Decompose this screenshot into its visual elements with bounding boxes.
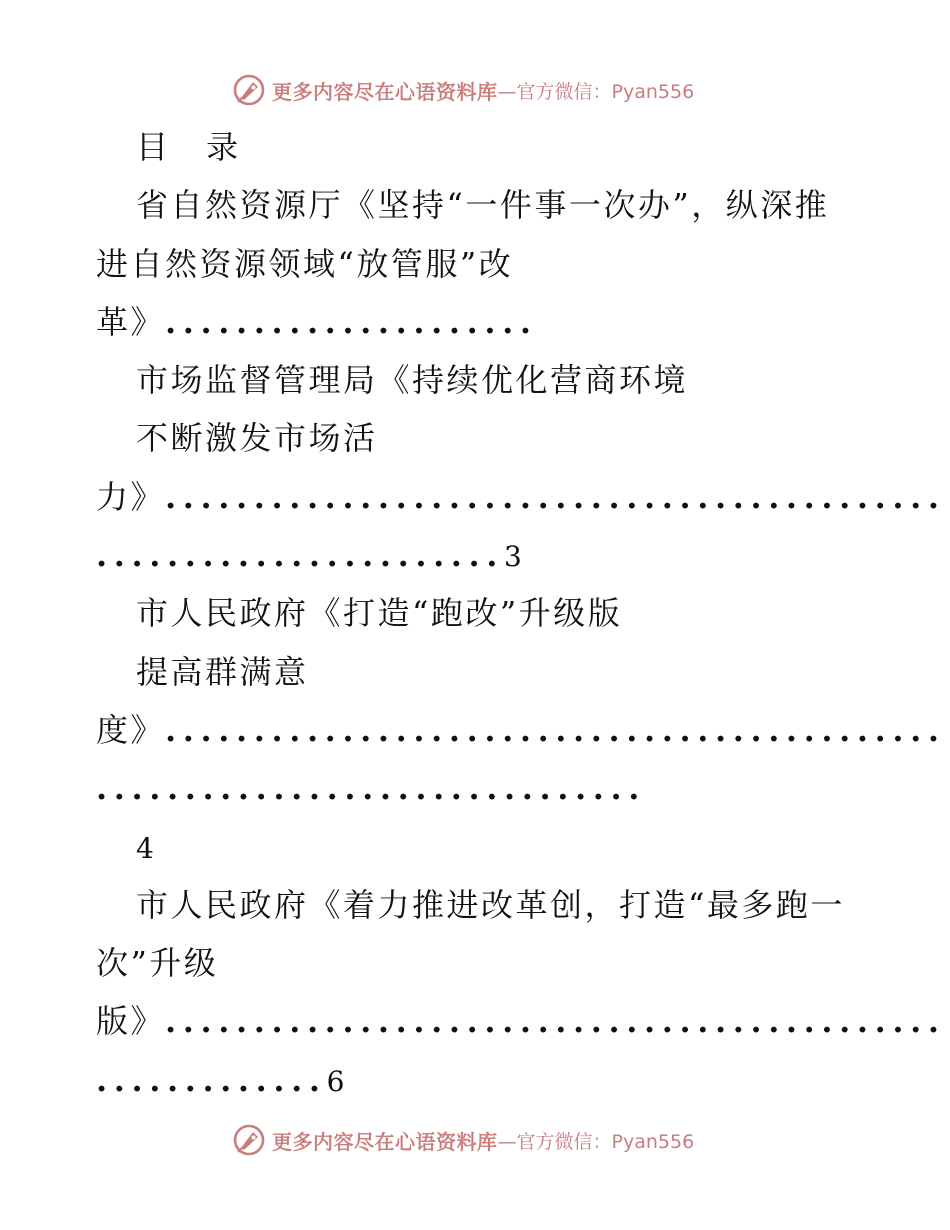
footer-watermark-banner: [232, 1122, 752, 1158]
toc-entry-2-title-line-3: 力》: [96, 477, 166, 516]
toc-entry-4-title-line-1: 市人民政府《着力推进改革创，打造“最多跑一: [136, 885, 845, 924]
watermark-brand-text: 更多内容尽在心语资料库: [272, 1129, 498, 1154]
toc-entry-2-leader-line: [96, 526, 856, 584]
watermark-contact-text: —官方微信：Pyan556: [497, 80, 695, 103]
toc-entry-1-title-line-2: 进自然资源领域“放管服”改: [96, 244, 514, 283]
toc-entry-4-leader-2: .............: [96, 1060, 327, 1099]
toc-entry-1-title-line-3: 革》: [96, 302, 166, 341]
toc-entry-1-title-line-1: 省自然资源厅《坚持“一件事一次办”，纵深推: [136, 186, 830, 225]
toc-entry-4-leader-1: ............................................: [165, 1002, 946, 1041]
toc-entry-3-title-line-3: 度》: [96, 710, 166, 749]
toc-entry-3-title-end: [96, 701, 946, 759]
toc-entry-4-page-number: 6: [326, 1064, 345, 1098]
toc-entry-4-title-end: [96, 992, 946, 1050]
toc-entry-1-title-end: [96, 293, 856, 351]
toc-entry-3-page-number: 4: [136, 831, 154, 865]
toc-entry-4-leader-line: [96, 1051, 856, 1109]
toc-entry-3-title-line-1: 市人民政府《打造“跑改”升级版: [136, 594, 623, 633]
toc-entry-2-page-number: 3: [504, 540, 522, 574]
pen-nib-logo-icon: [232, 73, 266, 107]
toc-entry-3-leader-line: [96, 759, 856, 817]
toc-entry-2-leader-1: ............................................: [165, 477, 946, 516]
toc-entry-4-title-line-3: 版》: [96, 1002, 166, 1041]
toc-entry-3-page-line: [96, 818, 856, 876]
document-body: [96, 118, 946, 1109]
toc-entry-3-leader-1: ............................................: [165, 710, 946, 749]
toc-entry-2-leader-2: .......................: [96, 536, 505, 575]
toc-entry-2-title-line-2: 不断激发市场活: [136, 419, 378, 458]
toc-entry-3-leader-2: ...............................: [96, 769, 646, 808]
pen-nib-logo-icon: [232, 1123, 266, 1157]
toc-title: 目 录: [136, 128, 253, 166]
watermark-brand-text: 更多内容尽在心语资料库: [272, 79, 498, 104]
toc-entry-3-title-line-2: 提高群满意: [136, 652, 309, 691]
toc-entry-4-title-line-2: 次”升级: [96, 944, 219, 983]
header-watermark-banner: [232, 72, 752, 108]
watermark-contact-text: —官方微信：Pyan556: [497, 1130, 695, 1153]
toc-entry-2-title-line-1: 市场监督管理局《持续优化营商环境: [136, 361, 689, 400]
toc-entry-2-title-end: [96, 468, 946, 526]
toc-entry-1-leader: .....................: [165, 302, 538, 341]
